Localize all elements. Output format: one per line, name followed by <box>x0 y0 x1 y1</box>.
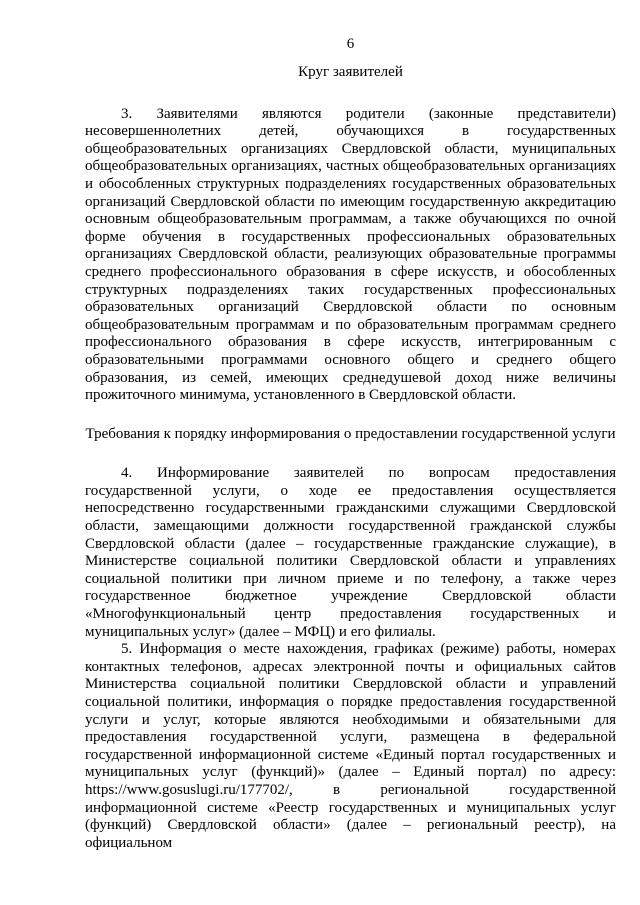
paragraph-4: 4. Информирование заявителей по вопросам предоставления государственной услуги, о ходе ее предоставления осуществляется непосредственно государственными гражданскими служащими Свердловской области, замещающими должности государственной гражданской службы Свердловской области (далее – государственные гражданские служащие), в Министерстве социальной политики Свердловской области и управлениях социальной политики при личном приеме и по телефону, а также через государственное бюджетное учреждение Свердловской области «Многофункциональный центр предоставления государственных и муниципальных услуг» (далее – МФЦ) и его филиалы. <box>85 465 616 640</box>
section-title-informing: Требования к порядку информирования о предоставлении государственной услуги <box>85 425 616 442</box>
section-title-applicants: Круг заявителей <box>298 64 403 80</box>
paragraph-5: 5. Информация о месте нахождения, графиках (режиме) работы, номерах контактных телефонов, адресах электронной почты и официальных сайтов Министерства социальной политики Свердловской области и управлений социальной политики, информация о порядке предоставления государственной услуги и услуг, которые являются необходимыми и обязательными для предоставления государственной услуги, размещена в федеральной государственной информационной системе «Единый портал государственных и муниципальных услуг (функций)» (далее – Единый портал) по адресу: https://www.gosuslugi.ru/177702/, в региональной государственной информационной системе «Реестр государственных и муниципальных услуг (функций) Свердловской области» (далее – региональный реестр), на официальном <box>85 641 616 851</box>
page-number: 6 <box>346 36 355 52</box>
paragraph-3: 3. Заявителями являются родители (законные представители) несовершеннолетних детей, обучающихся в государственных общеобразовательных организациях Свердловской области, муниципальных общеобразовательных организациях, частных общеобразовательных организациях и обособленных структурных подразделениях государственных образовательных организаций Свердловской области по имеющим государственную аккредитацию основным общеобразовательным программам, а также обучающихся по очной форме обучения в государственных профессиональных образовательных организациях Свердловской области, реализующих образовательные программы среднего профессионального образования в сфере искусств, и обособленных структурных подразделениях таких государственных профессиональных образовательных организаций Свердловской области по основным общеобразовательным программам и по образовательным программам среднего профессионального образования в сфере искусств, интегрированным с образовательными программами основного общего и среднего общего образования, из семей, имеющих среднедушевой доход ниже величины прожиточного минимума, установленного в Свердловской области. <box>85 105 616 404</box>
